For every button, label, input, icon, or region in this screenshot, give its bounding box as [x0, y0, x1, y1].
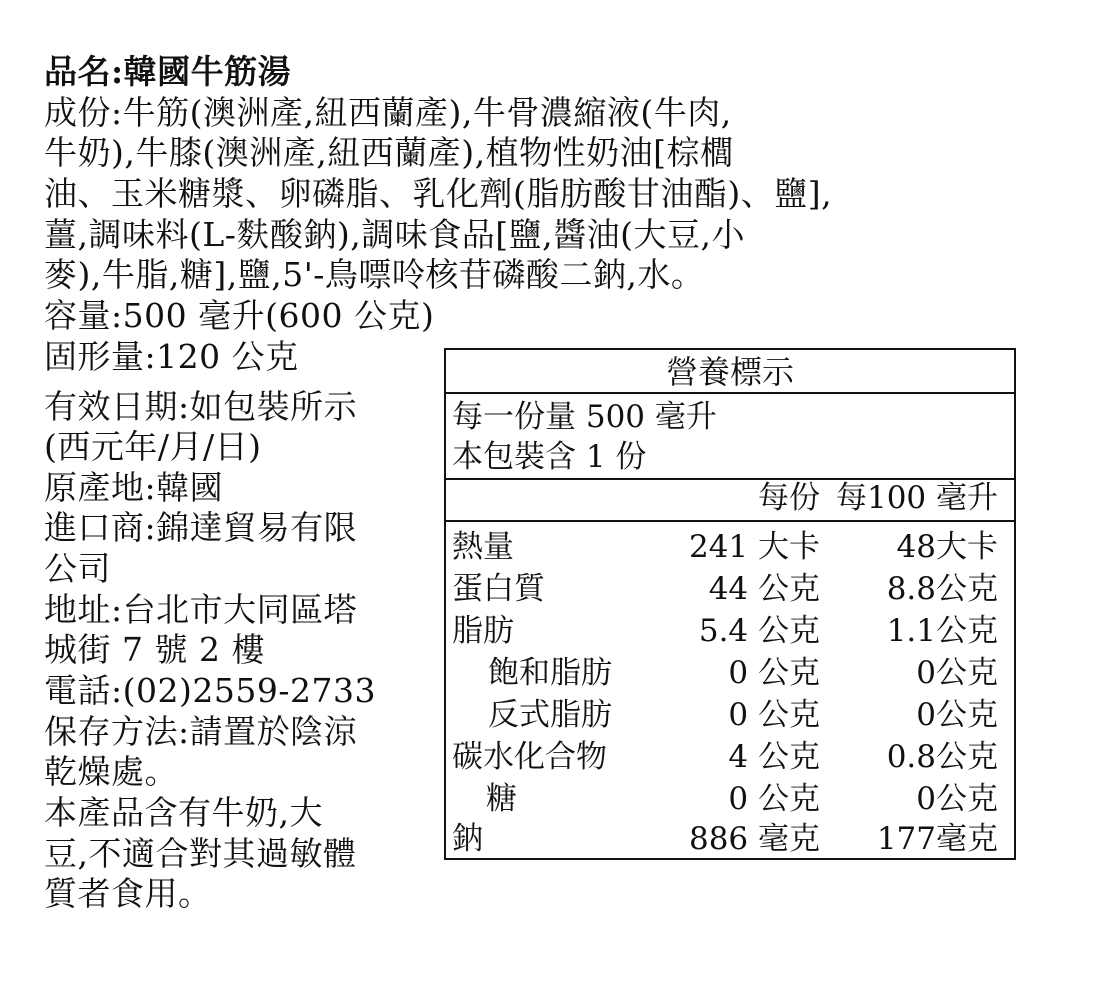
nutrient-name: 蛋白質: [452, 571, 545, 607]
nutrient-per-100ml: 0.8公克: [886, 739, 998, 775]
nutrient-name: 反式脂肪: [488, 697, 612, 733]
column-per-100ml: 每100 毫升: [835, 480, 998, 516]
nutrient-per-serving: 0 公克: [728, 655, 820, 691]
volume-line: 容量:500 毫升(600 公克): [44, 296, 435, 335]
nutrient-row-energy: [446, 526, 1014, 568]
ingredients-line-1: 成份:牛筋(澳洲產,紐西蘭產),牛骨濃縮液(牛肉,: [44, 93, 732, 132]
serving-size: 每一份量 500 毫升: [452, 399, 717, 435]
nutrient-per-serving: 5.4 公克: [698, 613, 820, 649]
nutrient-name: 碳水化合物: [452, 739, 607, 775]
column-per-serving: 每份: [758, 480, 820, 516]
solid-weight-line: 固形量:120 公克: [44, 337, 299, 376]
origin-line: 原產地:韓國: [44, 468, 224, 507]
nutrient-per-100ml: 0公克: [916, 697, 998, 733]
allergen-line-2: 豆,不適合對其過敏體: [44, 834, 357, 873]
nutrient-row-sodium: [446, 818, 1014, 860]
nutrient-per-serving: 241 大卡: [688, 529, 820, 565]
nutrient-row-protein: [446, 568, 1014, 610]
nutrient-per-serving: 886 毫克: [688, 821, 820, 857]
ingredients-line-5: 麥),牛脂,糖],鹽,5'-鳥嘌呤核苷磷酸二鈉,水。: [44, 255, 705, 294]
nutrient-per-100ml: 0公克: [916, 655, 998, 691]
allergen-line-3: 質者食用。: [44, 874, 212, 913]
ingredients-line-2: 牛奶),牛膝(澳洲產,紐西蘭產),植物性奶油[棕櫚: [44, 133, 734, 172]
servings-per-package: 本包裝含 1 份: [452, 439, 647, 475]
nutrient-row-trans-fat: [446, 694, 1014, 736]
importer-line-1: 進口商:錦達貿易有限: [44, 508, 358, 547]
header-divider: [446, 520, 1014, 522]
nutrient-name: 熱量: [452, 529, 514, 565]
address-line-1: 地址:台北市大同區塔: [44, 590, 358, 629]
nutrient-per-serving: 44 公克: [708, 571, 820, 607]
importer-line-2: 公司: [44, 549, 111, 588]
expiry-line-1: 有效日期:如包裝所示: [44, 387, 358, 426]
nutrient-per-100ml: 0公克: [916, 781, 998, 817]
nutrient-per-100ml: 1.1公克: [886, 613, 998, 649]
nutrient-name: 鈉: [452, 821, 483, 857]
nutrient-per-serving: 4 公克: [728, 739, 820, 775]
nutrient-per-100ml: 8.8公克: [886, 571, 998, 607]
product-name: 品名:韓國牛筋湯: [44, 52, 292, 91]
nutrient-name: 糖: [486, 781, 517, 817]
nutrition-facts-table: [444, 348, 1016, 860]
nutrient-per-serving: 0 公克: [728, 697, 820, 733]
nutrient-per-serving: 0 公克: [728, 781, 820, 817]
ingredients-line-3: 油、玉米糖漿、卵磷脂、乳化劑(脂肪酸甘油酯)、鹽],: [44, 174, 833, 213]
phone-line: 電話:(02)2559-2733: [44, 671, 376, 710]
address-line-2: 城街 7 號 2 樓: [44, 630, 265, 669]
storage-line-1: 保存方法:請置於陰涼: [44, 712, 358, 751]
nutrient-row-carbohydrate: [446, 736, 1014, 778]
nutrient-per-100ml: 177毫克: [876, 821, 998, 857]
ingredients-line-4: 薑,調味料(L-麩酸鈉),調味食品[鹽,醬油(大豆,小: [44, 215, 746, 254]
allergen-line-1: 本產品含有牛奶,大: [44, 793, 323, 832]
nutrition-title: 營養標示: [446, 350, 1014, 394]
storage-line-2: 乾燥處。: [44, 752, 178, 791]
nutrient-name: 飽和脂肪: [488, 655, 612, 691]
nutrient-row-sugar: [446, 778, 1014, 820]
nutrition-column-header: [446, 478, 1014, 518]
nutrient-row-saturated-fat: [446, 652, 1014, 694]
expiry-line-2: (西元年/月/日): [44, 427, 262, 466]
nutrient-name: 脂肪: [452, 613, 514, 649]
nutrient-per-100ml: 48大卡: [896, 529, 998, 565]
nutrient-row-fat: [446, 610, 1014, 652]
